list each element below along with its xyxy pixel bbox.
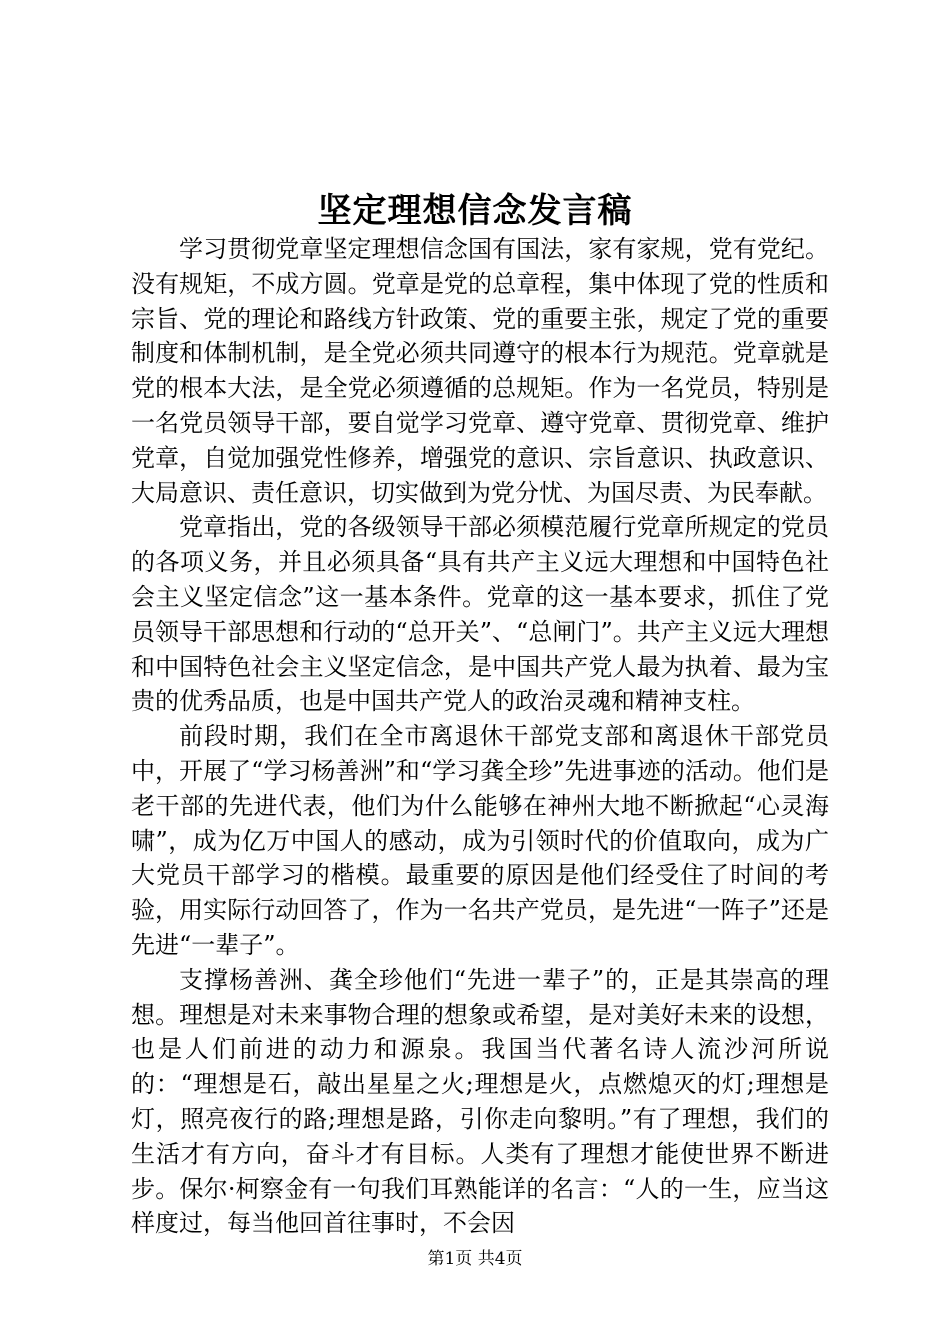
paragraph-3: 前段时期，我们在全市离退休干部党支部和离退休干部党员中，开展了“学习杨善洲”和“学习龚全珍”先进事迹的活动。他们是老干部的先进代表，他们为什么能够在神州大地不断掀起“心灵海啸”，成为亿万中国人的感动，成为引领时代的价值取向，成为广大党员干部学习的楷模。最重要的原因是他们经受住了时间的考验，用实际行动回答了，作为一名共产党员，是先进“一阵子”还是先进“一辈子”。 <box>131 722 829 959</box>
document-title: 坚定理想信念发言稿 <box>317 191 633 231</box>
paragraph-4: 支撑杨善洲、龚全珍他们“先进一辈子”的，正是其崇高的理想。理想是对未来事物合理的想象或希望，是对美好未来的设想，也是人们前进的动力和源泉。我国当代著名诗人流沙河所说的：“理想是石，敲出星星之火;理想是火，点燃熄灭的灯;理想是灯，照亮夜行的路;理想是路，引你走向黎明。”有了理想，我们的生活才有方向，奋斗才有目标。人类有了理想才能使世界不断进步。保尔·柯察金有一句我们耳熟能详的名言：“人的一生，应当这样度过，每当他回首往事时，不会因 <box>131 965 829 1238</box>
page-footer: 第1页 共4页 <box>427 1249 523 1269</box>
paragraph-1: 学习贯彻党章坚定理想信念国有国法，家有家规，党有党纪。没有规矩，不成方圆。党章是党的总章程，集中体现了党的性质和宗旨、党的理论和路线方针政策、党的重要主张，规定了党的重要制度和体制机制，是全党必须共同遵守的根本行为规范。党章就是党的根本大法，是全党必须遵循的总规矩。作为一名党员，特别是一名党员领导干部，要自觉学习党章、遵守党章、贯彻党章、维护党章，自觉加强党性修养，增强党的意识、宗旨意识、执政意识、大局意识、责任意识，切实做到为党分忧、为国尽责、为民奉献。 <box>131 235 829 507</box>
paragraph-2: 党章指出，党的各级领导干部必须模范履行党章所规定的党员的各项义务，并且必须具备“具有共产主义远大理想和中国特色社会主义坚定信念”这一基本条件。党章的这一基本要求，抓住了党员领导干部思想和行动的“总开关”、“总闸门”。共产主义远大理想和中国特色社会主义坚定信念，是中国共产党人最为执着、最为宝贵的优秀品质，也是中国共产党人的政治灵魂和精神支柱。 <box>131 513 829 716</box>
document-body <box>131 232 829 1241</box>
